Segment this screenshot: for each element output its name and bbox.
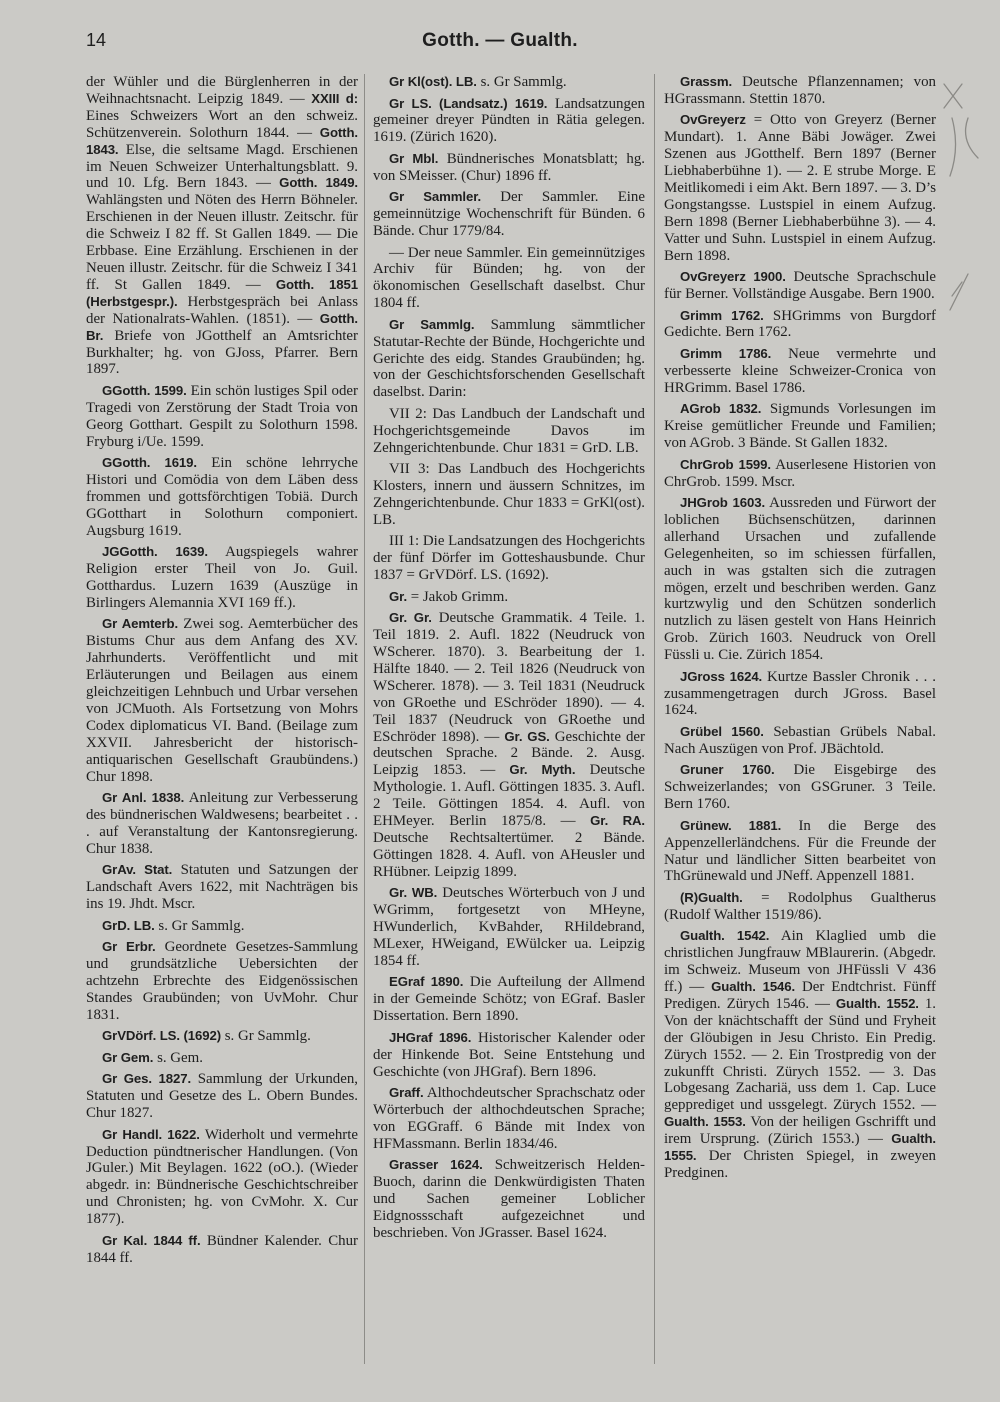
entry-siglum: ChrGrob 1599. bbox=[680, 456, 771, 472]
entry-text: VII 3: Das Landbuch des Hochgerichts Klosters, innern und äussern Schnitzes, im Zehngerichtenbunde. Chur 1833 = GrKl(ost). LB. bbox=[373, 461, 645, 528]
entry-text: Briefe von JGotthelf an Amtsrichter Burkhalter; hg. von GJoss, Pfarrer. Bern 1897. bbox=[86, 327, 358, 378]
entry-text: Althochdeutscher Sprachschatz oder Wörterbuch der althochdeutschen Sprache; von EGGraff. 6 Bände mit Index von HFMassmann. Berlin 1834/46. bbox=[373, 1085, 645, 1152]
dictionary-entry bbox=[86, 455, 358, 540]
dictionary-entry bbox=[373, 406, 645, 457]
entry-siglum: OvGreyerz 1900. bbox=[680, 269, 786, 285]
entry-siglum: JHGraf 1896. bbox=[389, 1029, 472, 1045]
entry-text: Wahlängsten und Nöten des Herrn Böhneler. Erschienen in der Neuen illustr. Zeitschr. für die Schweiz I 82 ff. St Gallen 1849. — Die Erbbase. Eine Erzählung. Erschienen in der Neuen illustr. Zeitschr. für die Schweiz I 341 ff. St Gallen 1849. — bbox=[86, 192, 358, 293]
entry-siglum: GGotth. 1599. bbox=[102, 382, 187, 398]
entry-siglum: Gr Kal. 1844 ff. bbox=[102, 1232, 201, 1248]
dictionary-entry bbox=[373, 189, 645, 240]
entry-siglum: OvGreyerz bbox=[680, 112, 746, 128]
dictionary-entry bbox=[664, 762, 936, 813]
dictionary-entry bbox=[86, 544, 358, 612]
entry-text: Deutsche Mythologie. 1. Aufl. Göttingen 1835. 3. Aufl. 2 Teile. Göttingen 1854. 4. Aufl. von EHMeyer. Berlin 1875/8. — bbox=[373, 762, 645, 830]
entry-siglum: Gotth. Br. bbox=[86, 310, 358, 343]
dictionary-entry bbox=[373, 1157, 645, 1242]
entry-siglum: Gr Anl. 1838. bbox=[102, 790, 185, 806]
entry-siglum: GrAv. Stat. bbox=[102, 862, 173, 878]
dictionary-entry bbox=[86, 74, 358, 378]
column-2 bbox=[373, 74, 645, 1246]
entry-siglum: Gr Gem. bbox=[102, 1049, 154, 1065]
entry-siglum: Gr. RA. bbox=[590, 813, 645, 829]
entry-siglum: Gr. WB. bbox=[389, 885, 438, 901]
entry-text: Der Sammler. Eine gemeinnützige Wochenschrift für Bünden. 6 Bände. Chur 1779/84. bbox=[373, 189, 645, 240]
dictionary-entry bbox=[86, 1028, 358, 1045]
entry-siglum: Graff. bbox=[389, 1085, 424, 1101]
entry-siglum: Gr LS. (Landsatz.) 1619. bbox=[389, 95, 548, 111]
column-rule bbox=[654, 74, 655, 1364]
entry-siglum: Grübel 1560. bbox=[680, 723, 764, 739]
dictionary-entry bbox=[373, 461, 645, 529]
entry-siglum: Gr Ges. 1827. bbox=[102, 1071, 192, 1087]
dictionary-entry bbox=[373, 151, 645, 185]
entry-text: Aussreden und Fürwort der loblichen Büchsenschützen, darinnen allerhand Ursachen und zufallende Gelegenheiten, so im schiessen fürfallen, auch in was gstalten sich die zutragen mögen, erzelt und beschriben werden. Ganz kurtzwylig und den Schützen sonderlich nutzlich zu läsen gestelt von Hans Heinrich Grob. Zürich 1603. Neudruck von Orell Füssli u. Cie. Zürich 1854. bbox=[664, 495, 936, 664]
entry-text: Geordnete Gesetzes-Sammlung und grundsätzliche Uebersichten der achtzehn Erbrechte des Eidgenössischen Standes Graubünden; von UvMohr. Chur 1831. bbox=[86, 939, 358, 1023]
entry-siglum: Gr Kl(ost). LB. bbox=[389, 74, 477, 89]
entry-text: Sebastian Grübels Nabal. Nach Auszügen von Prof. JBächtold. bbox=[664, 723, 936, 757]
entry-text: SHGrimms von Burgdorf Gedichte. Bern 1762. bbox=[664, 307, 936, 341]
dictionary-entry bbox=[373, 317, 645, 402]
dictionary-entry bbox=[664, 112, 936, 264]
entry-siglum: AGrob 1832. bbox=[680, 401, 762, 417]
dictionary-entry bbox=[664, 495, 936, 664]
entry-siglum: Gr. Gr. bbox=[389, 610, 432, 626]
entry-text: Deutsche Sprachschule für Berner. Vollständige Ausgabe. Bern 1900. bbox=[664, 269, 936, 303]
entry-text: s. Gr Sammlg. bbox=[154, 917, 245, 934]
entry-text: Zwei sog. Aemterbücher des Bistums Chur aus dem Anfang des XV. Jahrhunderts. Veröffentlicht und mit Erläuterungen und Beilagen aus einem gleichzeitigen Lehnbuch und Urbar versehen von JCMuoth. Als Fortsetzung von Mohrs Codex diplomaticus VI. Band. (Beilage zum XXVII. Jahresbericht der historisch-antiquarischen Gesellschaft Graubündens.) Chur 1898. bbox=[86, 616, 359, 785]
entry-siglum: Gruner 1760. bbox=[680, 762, 775, 778]
dictionary-entry bbox=[373, 533, 645, 584]
dictionary-entry bbox=[664, 669, 936, 720]
entry-text: Deutsche Pflanzennamen; von HGrassmann. Stettin 1870. bbox=[664, 74, 936, 107]
entry-siglum: Gualth. 1546. bbox=[711, 979, 796, 995]
entry-text: Sammlung der Urkunden, Statuten und Gesetze des L. Obern Bundes. Chur 1827. bbox=[86, 1071, 358, 1122]
entry-siglum: Grassm. bbox=[680, 74, 733, 89]
column-3 bbox=[664, 74, 936, 1187]
dictionary-entry bbox=[373, 74, 645, 91]
dictionary-entry bbox=[664, 346, 936, 397]
entry-text: Ein schöne lehrryche Histori und Comödia von dem Läben dess frommen und gottsförchtigen Tobiä. Durch GGotthart in Solothurn componiert. Augsburg 1619. bbox=[86, 455, 358, 539]
entry-text: Auserlesene Historien von ChrGrob. 1599. Mscr. bbox=[664, 456, 936, 490]
entry-text: = Otto von Greyerz (Berner Mundart). 1. Anne Bäbi Jowäger. Zwei Szenen aus JGotthelf. Bern 1897 (Berner Liebhaberbühne 1). — 2. E strube Morge. E Meitlikomedi i eim Akt. Bern 1897. — 3. D’s Gongstangsse. Lustspiel in einem Aufzug. Bern 1898 (Berner Liebhaberbühne 3). — 4. Vatter und Suhn. Lustspiel in einem Aufzug. Bern 1898. bbox=[664, 112, 936, 264]
dictionary-entry bbox=[373, 1085, 645, 1153]
entry-text: Geschichte der deutschen Sprache. 2 Bände. 2. Ausg. Leipzig 1853. — bbox=[373, 728, 645, 779]
entry-text: Augspiegels wahrer Religion erster Theil von Jo. Guil. Gotthardus. Luzern 1639 (Auszüge in Birlingers Alemannia XVI 169 ff.). bbox=[86, 544, 358, 611]
dictionary-entry bbox=[373, 610, 645, 881]
dictionary-entry bbox=[664, 890, 936, 924]
pencil-marks-icon bbox=[938, 78, 994, 328]
entry-text: Der Christen Spiegel, in zweyen Predginen. bbox=[664, 1148, 936, 1181]
entry-siglum: Grünew. 1881. bbox=[680, 817, 782, 833]
dictionary-entry bbox=[664, 308, 936, 342]
entry-text: Eines Schweizers Wort an den schweiz. Schützenverein. Solothurn 1844. — bbox=[86, 107, 358, 141]
entry-siglum: JGross 1624. bbox=[680, 668, 763, 684]
entry-text: Historischer Kalender oder der Hinkende Bot. Seine Entstehung und Geschichte (von JHGraf). Bern 1896. bbox=[373, 1029, 645, 1080]
entry-text: Anleitung zur Verbesserung des bündnerischen Waldwesens; bearbeitet . . . auf Veranstaltung der Kantonsregierung. Chur 1838. bbox=[86, 790, 358, 857]
entry-text: Der Endtchrist. Fünff Predigen. Zürych 1546. — bbox=[664, 979, 936, 1012]
entry-text: Herbstgespräch bei Anlass der Nationalrats-Wahlen. (1851). — bbox=[86, 293, 358, 327]
entry-siglum: JGGotth. 1639. bbox=[102, 544, 208, 560]
entry-text: III 1: Die Landsatzungen des Hochgerichts der fünf Dörfer im Gotteshausbunde. Chur 1837 = GrVDörf. LS. (1692). bbox=[373, 533, 645, 584]
entry-siglum: Gotth. 1843. bbox=[86, 124, 358, 157]
entry-siglum: Gualth. 1553. bbox=[664, 1114, 746, 1130]
dictionary-entry bbox=[86, 862, 358, 913]
entry-siglum: Gr Aemterb. bbox=[102, 616, 179, 632]
entry-text: der Wühler und die Bürglenherren in der Weihnachtsnacht. Leipzig 1849. — bbox=[86, 74, 358, 107]
dictionary-entry bbox=[373, 589, 645, 606]
entry-siglum: EGraf 1890. bbox=[389, 974, 464, 990]
entry-text: Ein schön lustiges Spil oder Tragedi von Zerstörung der Stadt Troia von Georg Gotthart. Gespilt zu Solothurn 1598. Fryburg i/Ue. 1599. bbox=[86, 382, 358, 450]
entry-text: Deutsche Grammatik. 4 Teile. 1. Teil 1819. 2. Aufl. 1822 (Neudruck von WScherer. 1870). 3. Bearbeitung der 1. Hälfte 1840. — 2. Teil 1826 (Neudruck von WScherer. 1878). — 3. Teil 1831 (Neudruck von GRoethe und ESchröder 1890). — 4. Teil 1837 (Neudruck von GRoethe und ESchröder 1898). — bbox=[373, 610, 645, 745]
running-head: Gotth. — Gualth. bbox=[422, 30, 578, 51]
dictionary-entry bbox=[373, 885, 645, 970]
entry-text: Deutsches Wörterbuch von J und WGrimm, fortgesetzt von MHeyne, HWunderlich, KvBahder, RHildebrand, MLexer, HWeigand, EWülcker ua. Leipzig 1854 ff. bbox=[373, 885, 645, 969]
entry-text: Bündner Kalender. Chur 1844 ff. bbox=[86, 1232, 358, 1266]
dictionary-entry bbox=[86, 1050, 358, 1067]
entry-siglum: Gr. bbox=[389, 588, 408, 604]
entry-text: Widerholt und vermehrte Deduction pündtnerischer Handlungen. (Von JGuler.) Mit Beylagen. 1622 (oO.). (Wieder abgedr. in: Bündnerische Geschichtschreiber und Chronisten; hg. von CvMohr. X. Cur 1877). bbox=[86, 1126, 358, 1228]
entry-text: Neue vermehrte und verbesserte kleine Schweizer-Cronica von HRGrimm. Basel 1786. bbox=[664, 345, 936, 396]
entry-text: Sigmunds Vorlesungen im Kreise gemütlicher Freunde und Familien; von AGrob. 3 Bände. St Gallen 1832. bbox=[664, 401, 936, 452]
dictionary-entry bbox=[86, 1233, 358, 1267]
entry-siglum: GrVDörf. LS. (1692) bbox=[102, 1028, 222, 1044]
entry-text: = Jakob Grimm. bbox=[407, 588, 509, 605]
entry-siglum: GrD. LB. bbox=[102, 917, 155, 933]
entry-text: Landsatzungen gemeiner dreyer Pündten in Rätia gelegen. 1619. (Zürich 1620). bbox=[373, 95, 645, 146]
entry-text: = Rodolphus Gualtherus (Rudolf Walther 1519/86). bbox=[664, 889, 936, 923]
entry-text: Bündnerisches Monatsblatt; hg. von SMeisser. (Chur) 1896 ff. bbox=[373, 150, 645, 184]
entry-text: s. Gr Sammlg. bbox=[221, 1028, 311, 1045]
entry-text: Kurtze Bassler Chronik . . . zusammengetragen durch JGross. Basel 1624. bbox=[664, 668, 936, 719]
dictionary-entry bbox=[86, 616, 358, 785]
entry-text: s. Gr Sammlg. bbox=[476, 74, 567, 90]
entry-siglum: Grimm 1786. bbox=[680, 345, 772, 361]
entry-text: Die Aufteilung der Allmend in der Gemeinde Schötz; von EGraf. Basler Dissertation. Bern 1890. bbox=[373, 974, 645, 1025]
entry-siglum: Gr Handl. 1622. bbox=[102, 1126, 200, 1142]
entry-siglum: Gr. Myth. bbox=[509, 762, 576, 778]
entry-siglum: XXIII d: bbox=[311, 90, 358, 106]
entry-text: s. Gem. bbox=[153, 1049, 203, 1066]
entry-siglum: Gr Sammlg. bbox=[389, 316, 475, 332]
entry-text: Deutsche Rechtsaltertümer. 2 Bände. Göttingen 1828. 4. Aufl. von AHeusler und RHübner. Leipzig 1899. bbox=[373, 830, 645, 880]
dictionary-entry bbox=[664, 818, 936, 886]
dictionary-entry bbox=[664, 928, 936, 1182]
dictionary-entry bbox=[86, 1071, 358, 1122]
dictionary-entry bbox=[86, 1127, 358, 1228]
entry-siglum: JHGrob 1603. bbox=[680, 495, 766, 510]
entry-text: Statuten und Satzungen der Landschaft Avers 1622, mit Nachträgen bis ins 19. Jhdt. Mscr. bbox=[86, 862, 358, 913]
entry-siglum: Gotth. 1849. bbox=[279, 175, 358, 191]
entry-siglum: Grasser 1624. bbox=[389, 1157, 483, 1173]
entry-text: Die Eisgebirge des Schweizerlandes; von GSGruner. 3 Teile. Bern 1760. bbox=[664, 762, 936, 813]
dictionary-entry bbox=[373, 96, 645, 147]
entry-siglum: (R)Gualth. bbox=[680, 889, 743, 905]
column-rule bbox=[364, 74, 365, 1364]
dictionary-entry bbox=[373, 1030, 645, 1081]
dictionary-entry bbox=[86, 790, 358, 858]
entry-text: VII 2: Das Landbuch der Landschaft und Hochgerichtsgemeinde Davos im Zehngerichtenbunde. Chur 1831 = GrD. LB. bbox=[373, 405, 645, 456]
dictionary-entry bbox=[86, 918, 358, 935]
pencil-margin-marks bbox=[938, 78, 994, 328]
entry-text: In die Berge des Appenzellerländchens. Für die Freunde der Natur und ländlicher Sitten bearbeitet von ThGrünewald und JNeff. Appenzell 1881. bbox=[664, 817, 936, 885]
entry-text: Ain Klaglied umb die christlichen Jungfrauw MBlaurerin. (Abgedr. im Schweiz. Museum von JHFüssli V 436 ff.) — bbox=[664, 928, 936, 996]
entry-siglum: Gr Sammler. bbox=[389, 189, 482, 205]
dictionary-entry bbox=[664, 74, 936, 108]
dictionary-entry bbox=[373, 974, 645, 1025]
entry-siglum: Grimm 1762. bbox=[680, 307, 764, 323]
column-1 bbox=[86, 74, 358, 1271]
page-number: 14 bbox=[86, 30, 107, 50]
entry-text: 1. Von der knächtschafft der Sünd und Fryheit der Glöubigen in Jesu Christo. Ein Predig. Zürych 1552. — 2. Ein Trostpredig von der zukunfft Christi. Zürych 1552. — 3. Das Lobgesang Zachariä, uss dem 1. Cap. Luce gepprediget und ussgelegt. Zürych 1552. — bbox=[664, 995, 936, 1114]
entry-text: Sammlung sämmtlicher Statutar-Rechte der Bünde, Hochgerichte und Gerichte des eidg. Standes Graubünden; hg. von der Geschichtsforschenden Gesellschaft daselbst. Darin: bbox=[373, 316, 645, 401]
entry-siglum: GGotth. 1619. bbox=[102, 455, 197, 471]
dictionary-entry bbox=[86, 939, 358, 1024]
dictionary-entry bbox=[86, 383, 358, 451]
entry-siglum: Gotth. 1851 (Herbstgespr.). bbox=[86, 276, 358, 309]
dictionary-entry bbox=[664, 724, 936, 758]
entry-siglum: Gualth. 1555. bbox=[664, 1131, 936, 1164]
entry-text: Else, die seltsame Magd. Erschienen im Neuen Schweizer Unterhaltungsblatt. 9. und 10. Lfg. Bern 1843. — bbox=[86, 141, 358, 192]
entry-siglum: Gualth. 1542. bbox=[680, 928, 770, 944]
entry-text: Von der heiligen Gschrifft und irem Ursprung. (Zürich 1553.) — bbox=[664, 1114, 936, 1148]
entry-siglum: Gualth. 1552. bbox=[835, 995, 919, 1011]
entry-siglum: Gr Erbr. bbox=[102, 939, 156, 955]
dictionary-entry bbox=[664, 269, 936, 303]
entry-siglum: Gr Mbl. bbox=[389, 150, 439, 166]
entry-siglum: Gr. GS. bbox=[504, 728, 550, 744]
dictionary-entry bbox=[664, 457, 936, 491]
dictionary-entry bbox=[373, 245, 645, 313]
entry-text: Schweitzerisch Helden-Buoch, darinn die Denkwürdigisten Thaten und Sachen gemeiner Loblicher Eidgnossschaft aufgezeichnet und beschrieben. Von JGrasser. Basel 1624. bbox=[373, 1157, 645, 1241]
dictionary-entry bbox=[664, 401, 936, 452]
entry-text: — Der neue Sammler. Ein gemeinnütziges Archiv für Bünden; hg. von der ökonomischen Gesellschaft daselbst. Chur 1804 ff. bbox=[373, 244, 645, 312]
